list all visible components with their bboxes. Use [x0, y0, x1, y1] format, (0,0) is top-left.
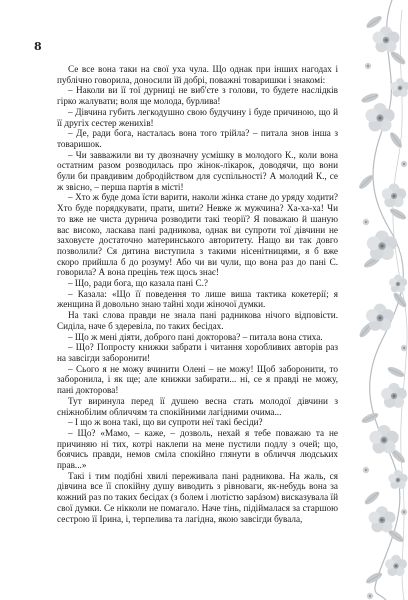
- paragraph: – Дівчина губить легкодушно свою будучину і буде причиною, що й її другіх сестер женихів!: [57, 106, 338, 128]
- paragraph: – Що, ради бога, що казала пані С.?: [68, 278, 208, 289]
- paragraph: – Наколи ви її тої дурниці не виб'єте з голови, то будете наслідків гірко жалувати; воля ще молода, бурлива!: [57, 85, 338, 107]
- paragraph: – Сього я не можу вчинити Олені – не можу! Щоб заборонити, то заборонила, і як ще; але книжки забирати... ні, се я правді не можу, пані докторова!: [57, 363, 338, 396]
- floral-border-decoration: [336, 0, 408, 600]
- paragraph: Тут виринула перед її душею весна стать молодої дівчини з сніжнобілим обличчям та спокійними лагідними очима...: [57, 395, 338, 417]
- paragraph: – Казала: «Що її поведення то лише виша тактика кокетерії; я женщина й довольно знаю тайні ходи жіночої думки.: [57, 288, 338, 310]
- paragraph: На такі слова правди не знала пані радникова нічого відповісти. Сиділа, наче б здеревіла, по таких бесідах.: [57, 310, 338, 331]
- paragraph: – Що ж мені діяти, доброго пані докторова? – питала вона стиха.: [68, 331, 323, 342]
- paragraph: Такі і тим подібні хвилі переживала пані радникова. На жаль, ся дівчина все її спокійну душу виводить з рівноваги, як-небудь вона за кожний раз по таких бесідах (з болем і лютістю зарáзом) висказувала їй свої думки. Се нікколи не помагало. Наче тінь, підіймалася за старшою сестрою її Ірина, і, терпелива та лагідна, якою завсігди бувала,: [57, 470, 338, 524]
- paragraph: – Де, ради бога, насталась вона того трійла? – питала знов інша з товаришок.: [57, 128, 338, 149]
- paragraph: – Чи завважили ви ту двозначну усмішку в молодого К., коли вона остатним разом розводилась про жінок-лікарок, доводячи, що вони були би правдивим добродійством для суспільності? А молодий К., се ж звісно, – перша партія в місті!: [57, 149, 338, 192]
- paragraph: Се все вона таки на свої уха чула. Що однак при інших нагодах і публічно говорила, доносили їй добрі, поважні товаришки і знакомі:: [57, 64, 338, 85]
- page-number: 8: [34, 40, 42, 53]
- body-text: [57, 64, 338, 524]
- paragraph: – Що? «Мамо, – каже, – дозволь, нехай я тебе поважаю та не причиняю ні тих, котрі наклепи на мене пустили подлу з очей; що, боячись правди, немов сміла спокійно глянути в обличчя людських прав...»: [57, 427, 338, 471]
- paragraph: – І що ж вона такі, що ви супроти неї такі бесіди?: [68, 417, 263, 428]
- paragraph: – Що? Попросту книжки забрати і читання хоробливих авторів раз на завсігди заборонити!: [57, 342, 338, 363]
- paragraph: – Хто ж буде дома їсти варити, наколи жінка стане до уряду ходити? Хто буде порядкувати, прати, шити? Невже ж мужчина? Ха-ха-ха! Чи то вже не чиста дурнича розводити такі теорії? Я поважаю й шаную вас високо, ласкава пані радникова, однак ви супроти тої дівчини не заховуєте достаточно материнського авторитету. Нащо ви так довго позволили? Ся дитина виступила з такими нісенітницями, я б вже скоро прийшла б до розуму! Або чи ви чули, що вона раз до пані С. говорила? А вона прецінь теж щось знає!: [57, 192, 338, 278]
